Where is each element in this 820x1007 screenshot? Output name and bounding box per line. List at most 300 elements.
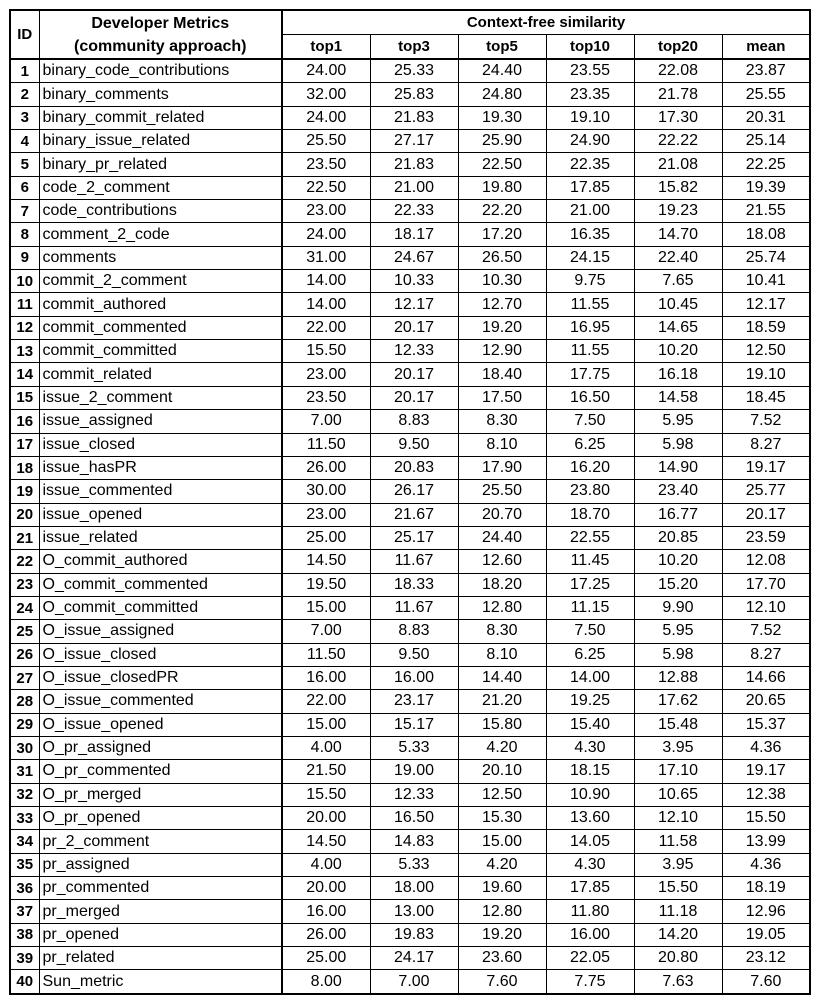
- cell-top3: 20.17: [370, 386, 458, 409]
- table-row: [10, 363, 810, 386]
- row-metric-name: binary_commit_related: [39, 106, 282, 129]
- cell-top5: 22.20: [458, 200, 546, 223]
- cell-top5: 22.50: [458, 153, 546, 176]
- cell-top5: 19.20: [458, 923, 546, 946]
- cell-top10: 22.35: [546, 153, 634, 176]
- cell-top10: 13.60: [546, 807, 634, 830]
- cell-top1: 30.00: [282, 480, 370, 503]
- table-row: [10, 666, 810, 689]
- cell-top5: 8.30: [458, 620, 546, 643]
- cell-top20: 3.95: [634, 853, 722, 876]
- row-metric-name: commit_2_comment: [39, 270, 282, 293]
- row-metric-name: O_issue_assigned: [39, 620, 282, 643]
- cell-top3: 22.33: [370, 200, 458, 223]
- cell-mean: 23.59: [722, 526, 810, 549]
- cell-mean: 19.10: [722, 363, 810, 386]
- row-id: 19: [10, 480, 39, 503]
- cell-top1: 11.50: [282, 643, 370, 666]
- cell-top3: 9.50: [370, 643, 458, 666]
- cell-top3: 11.67: [370, 550, 458, 573]
- row-metric-name: pr_assigned: [39, 853, 282, 876]
- metric-header-line2: (community approach): [74, 37, 247, 55]
- cell-top5: 21.20: [458, 690, 546, 713]
- cell-top5: 19.20: [458, 316, 546, 339]
- cell-top5: 19.60: [458, 877, 546, 900]
- cell-mean: 8.27: [722, 433, 810, 456]
- row-id: 8: [10, 223, 39, 246]
- row-metric-name: binary_code_contributions: [39, 59, 282, 83]
- cell-top1: 14.50: [282, 550, 370, 573]
- row-id: 26: [10, 643, 39, 666]
- cell-top5: 15.80: [458, 713, 546, 736]
- row-id: 35: [10, 853, 39, 876]
- table-header: [10, 10, 810, 59]
- cell-top20: 7.63: [634, 970, 722, 994]
- cell-top3: 16.00: [370, 666, 458, 689]
- row-id: 28: [10, 690, 39, 713]
- row-id: 39: [10, 947, 39, 970]
- cell-top5: 20.10: [458, 760, 546, 783]
- cell-mean: 25.55: [722, 83, 810, 106]
- cell-top3: 24.67: [370, 246, 458, 269]
- table-row: [10, 830, 810, 853]
- row-metric-name: binary_comments: [39, 83, 282, 106]
- cell-top5: 24.40: [458, 526, 546, 549]
- cell-top1: 14.50: [282, 830, 370, 853]
- cell-mean: 20.65: [722, 690, 810, 713]
- table-row: [10, 83, 810, 106]
- row-metric-name: issue_related: [39, 526, 282, 549]
- cell-top1: 32.00: [282, 83, 370, 106]
- cell-top5: 12.60: [458, 550, 546, 573]
- row-id: 18: [10, 456, 39, 479]
- cell-top20: 22.08: [634, 59, 722, 83]
- cell-mean: 15.50: [722, 807, 810, 830]
- cell-top10: 7.50: [546, 620, 634, 643]
- cell-top5: 4.20: [458, 853, 546, 876]
- cell-top1: 23.00: [282, 200, 370, 223]
- cell-top10: 6.25: [546, 433, 634, 456]
- cell-top10: 14.00: [546, 666, 634, 689]
- table-row: [10, 176, 810, 199]
- row-metric-name: O_pr_opened: [39, 807, 282, 830]
- row-id: 34: [10, 830, 39, 853]
- cell-mean: 12.96: [722, 900, 810, 923]
- cell-top3: 19.00: [370, 760, 458, 783]
- cell-top10: 10.90: [546, 783, 634, 806]
- cell-top5: 7.60: [458, 970, 546, 994]
- cell-top1: 25.00: [282, 947, 370, 970]
- cell-top5: 12.80: [458, 900, 546, 923]
- cell-top10: 14.05: [546, 830, 634, 853]
- row-id: 3: [10, 106, 39, 129]
- cell-top1: 23.50: [282, 386, 370, 409]
- cell-top3: 9.50: [370, 433, 458, 456]
- id-column-header: ID: [10, 10, 39, 59]
- cell-top1: 15.00: [282, 713, 370, 736]
- cell-top10: 16.00: [546, 923, 634, 946]
- table-row: [10, 596, 810, 619]
- metrics-table: [9, 9, 811, 995]
- cell-top5: 15.00: [458, 830, 546, 853]
- cell-top1: 4.00: [282, 736, 370, 759]
- cell-top10: 22.05: [546, 947, 634, 970]
- cell-mean: 13.99: [722, 830, 810, 853]
- cell-top3: 12.33: [370, 783, 458, 806]
- cell-top3: 12.33: [370, 340, 458, 363]
- cell-top5: 12.70: [458, 293, 546, 316]
- row-id: 2: [10, 83, 39, 106]
- row-metric-name: O_pr_commented: [39, 760, 282, 783]
- row-metric-name: O_pr_merged: [39, 783, 282, 806]
- row-metric-name: code_contributions: [39, 200, 282, 223]
- cell-top3: 11.67: [370, 596, 458, 619]
- table-row: [10, 153, 810, 176]
- row-metric-name: Sun_metric: [39, 970, 282, 994]
- table-row: [10, 410, 810, 433]
- cell-mean: 10.41: [722, 270, 810, 293]
- cell-top10: 16.35: [546, 223, 634, 246]
- row-metric-name: O_issue_commented: [39, 690, 282, 713]
- row-metric-name: commit_related: [39, 363, 282, 386]
- cell-top10: 24.15: [546, 246, 634, 269]
- cell-top3: 27.17: [370, 130, 458, 153]
- table-row: [10, 970, 810, 994]
- metric-header-line1: Developer Metrics: [91, 14, 230, 32]
- cell-top1: 7.00: [282, 410, 370, 433]
- table-row: [10, 293, 810, 316]
- cell-top1: 23.00: [282, 503, 370, 526]
- cell-top10: 23.35: [546, 83, 634, 106]
- row-metric-name: issue_hasPR: [39, 456, 282, 479]
- cell-top1: 16.00: [282, 900, 370, 923]
- row-id: 17: [10, 433, 39, 456]
- cell-top10: 19.10: [546, 106, 634, 129]
- cell-top1: 15.50: [282, 783, 370, 806]
- cell-top5: 24.80: [458, 83, 546, 106]
- row-id: 11: [10, 293, 39, 316]
- cell-top20: 22.22: [634, 130, 722, 153]
- table-row: [10, 713, 810, 736]
- table-row: [10, 270, 810, 293]
- row-metric-name: code_2_comment: [39, 176, 282, 199]
- row-id: 36: [10, 877, 39, 900]
- table-row: [10, 853, 810, 876]
- cell-top5: 8.10: [458, 433, 546, 456]
- row-id: 21: [10, 526, 39, 549]
- cell-top20: 11.18: [634, 900, 722, 923]
- cell-top10: 7.50: [546, 410, 634, 433]
- cell-top5: 12.80: [458, 596, 546, 619]
- row-id: 14: [10, 363, 39, 386]
- col-header-mean: mean: [722, 35, 810, 60]
- cell-top20: 17.62: [634, 690, 722, 713]
- cell-top3: 21.00: [370, 176, 458, 199]
- cell-top10: 9.75: [546, 270, 634, 293]
- table-row: [10, 783, 810, 806]
- row-id: 40: [10, 970, 39, 994]
- cell-top5: 10.30: [458, 270, 546, 293]
- cell-top20: 15.50: [634, 877, 722, 900]
- cell-mean: 8.27: [722, 643, 810, 666]
- col-header-top10: top10: [546, 35, 634, 60]
- cell-top3: 20.83: [370, 456, 458, 479]
- cell-top5: 8.30: [458, 410, 546, 433]
- cell-mean: 4.36: [722, 853, 810, 876]
- cell-top20: 12.88: [634, 666, 722, 689]
- row-id: 7: [10, 200, 39, 223]
- cell-mean: 18.59: [722, 316, 810, 339]
- row-id: 6: [10, 176, 39, 199]
- row-metric-name: pr_related: [39, 947, 282, 970]
- cell-top1: 15.50: [282, 340, 370, 363]
- cell-top20: 14.65: [634, 316, 722, 339]
- cell-top1: 22.00: [282, 316, 370, 339]
- cell-top20: 14.70: [634, 223, 722, 246]
- cell-top20: 19.23: [634, 200, 722, 223]
- cell-mean: 14.66: [722, 666, 810, 689]
- cell-top20: 10.20: [634, 550, 722, 573]
- cell-top20: 20.85: [634, 526, 722, 549]
- row-id: 30: [10, 736, 39, 759]
- row-metric-name: binary_issue_related: [39, 130, 282, 153]
- col-header-top3: top3: [370, 35, 458, 60]
- table-row: [10, 526, 810, 549]
- cell-top1: 24.00: [282, 106, 370, 129]
- row-id: 32: [10, 783, 39, 806]
- cell-top5: 20.70: [458, 503, 546, 526]
- cell-top10: 11.80: [546, 900, 634, 923]
- table-row: [10, 200, 810, 223]
- cell-mean: 22.25: [722, 153, 810, 176]
- row-id: 27: [10, 666, 39, 689]
- table-row: [10, 246, 810, 269]
- row-metric-name: issue_assigned: [39, 410, 282, 433]
- cell-top3: 14.83: [370, 830, 458, 853]
- cell-top20: 17.30: [634, 106, 722, 129]
- cell-top3: 7.00: [370, 970, 458, 994]
- row-id: 31: [10, 760, 39, 783]
- table-row: [10, 456, 810, 479]
- table-row: [10, 760, 810, 783]
- cell-top5: 19.80: [458, 176, 546, 199]
- cell-top3: 12.17: [370, 293, 458, 316]
- row-metric-name: pr_2_comment: [39, 830, 282, 853]
- cell-top5: 15.30: [458, 807, 546, 830]
- row-metric-name: pr_commented: [39, 877, 282, 900]
- cell-top3: 10.33: [370, 270, 458, 293]
- cell-top20: 21.78: [634, 83, 722, 106]
- table-row: [10, 573, 810, 596]
- cell-top3: 23.17: [370, 690, 458, 713]
- cell-mean: 4.36: [722, 736, 810, 759]
- cell-top10: 24.90: [546, 130, 634, 153]
- row-metric-name: issue_2_comment: [39, 386, 282, 409]
- row-id: 9: [10, 246, 39, 269]
- row-id: 5: [10, 153, 39, 176]
- row-id: 15: [10, 386, 39, 409]
- cell-top3: 18.00: [370, 877, 458, 900]
- row-id: 1: [10, 59, 39, 83]
- cell-mean: 12.17: [722, 293, 810, 316]
- cell-top1: 21.50: [282, 760, 370, 783]
- cell-top5: 19.30: [458, 106, 546, 129]
- cell-top20: 15.82: [634, 176, 722, 199]
- cell-top10: 11.55: [546, 340, 634, 363]
- cell-top1: 19.50: [282, 573, 370, 596]
- cell-top1: 26.00: [282, 923, 370, 946]
- cell-top3: 13.00: [370, 900, 458, 923]
- cell-top20: 22.40: [634, 246, 722, 269]
- table-row: [10, 736, 810, 759]
- cell-top1: 7.00: [282, 620, 370, 643]
- cell-top3: 19.83: [370, 923, 458, 946]
- row-metric-name: O_issue_closed: [39, 643, 282, 666]
- cell-top10: 22.55: [546, 526, 634, 549]
- row-metric-name: pr_opened: [39, 923, 282, 946]
- cell-top3: 18.17: [370, 223, 458, 246]
- cell-top20: 23.40: [634, 480, 722, 503]
- cell-top10: 16.95: [546, 316, 634, 339]
- cell-top5: 14.40: [458, 666, 546, 689]
- cell-top1: 14.00: [282, 270, 370, 293]
- cell-mean: 19.05: [722, 923, 810, 946]
- table-row: [10, 340, 810, 363]
- cell-mean: 20.17: [722, 503, 810, 526]
- cell-top20: 21.08: [634, 153, 722, 176]
- row-metric-name: O_issue_opened: [39, 713, 282, 736]
- row-id: 25: [10, 620, 39, 643]
- cell-top20: 14.58: [634, 386, 722, 409]
- cell-top3: 25.33: [370, 59, 458, 83]
- cell-top5: 26.50: [458, 246, 546, 269]
- cell-top3: 8.83: [370, 620, 458, 643]
- cell-top5: 12.50: [458, 783, 546, 806]
- cell-mean: 25.74: [722, 246, 810, 269]
- row-metric-name: pr_merged: [39, 900, 282, 923]
- cell-top20: 10.45: [634, 293, 722, 316]
- table-row: [10, 643, 810, 666]
- cell-mean: 18.45: [722, 386, 810, 409]
- cell-mean: 19.39: [722, 176, 810, 199]
- table-row: [10, 316, 810, 339]
- cell-top20: 15.48: [634, 713, 722, 736]
- cell-top10: 17.85: [546, 176, 634, 199]
- cell-top1: 26.00: [282, 456, 370, 479]
- table-row: [10, 877, 810, 900]
- cell-top10: 19.25: [546, 690, 634, 713]
- cell-mean: 19.17: [722, 760, 810, 783]
- row-metric-name: commit_authored: [39, 293, 282, 316]
- cell-top20: 16.18: [634, 363, 722, 386]
- cell-top1: 24.00: [282, 59, 370, 83]
- cell-top5: 12.90: [458, 340, 546, 363]
- row-metric-name: issue_closed: [39, 433, 282, 456]
- cell-top20: 5.95: [634, 410, 722, 433]
- cell-top3: 25.83: [370, 83, 458, 106]
- cell-top20: 3.95: [634, 736, 722, 759]
- cell-mean: 7.60: [722, 970, 810, 994]
- cell-top1: 20.00: [282, 877, 370, 900]
- cell-top20: 9.90: [634, 596, 722, 619]
- cell-top5: 17.50: [458, 386, 546, 409]
- cell-top1: 15.00: [282, 596, 370, 619]
- table-row: [10, 807, 810, 830]
- cell-top1: 16.00: [282, 666, 370, 689]
- cell-top1: 20.00: [282, 807, 370, 830]
- row-metric-name: issue_opened: [39, 503, 282, 526]
- cell-top10: 18.15: [546, 760, 634, 783]
- col-header-top5: top5: [458, 35, 546, 60]
- cell-top10: 23.80: [546, 480, 634, 503]
- cell-top1: 25.00: [282, 526, 370, 549]
- cell-mean: 15.37: [722, 713, 810, 736]
- cell-mean: 12.50: [722, 340, 810, 363]
- row-metric-name: issue_commented: [39, 480, 282, 503]
- cell-top5: 24.40: [458, 59, 546, 83]
- cell-top10: 16.20: [546, 456, 634, 479]
- cell-top3: 5.33: [370, 736, 458, 759]
- cell-top1: 25.50: [282, 130, 370, 153]
- row-metric-name: binary_pr_related: [39, 153, 282, 176]
- cell-top3: 24.17: [370, 947, 458, 970]
- row-id: 16: [10, 410, 39, 433]
- table-row: [10, 480, 810, 503]
- cell-top5: 18.20: [458, 573, 546, 596]
- cell-top10: 6.25: [546, 643, 634, 666]
- cell-top3: 21.83: [370, 106, 458, 129]
- cell-top5: 23.60: [458, 947, 546, 970]
- table-row: [10, 106, 810, 129]
- cell-top20: 12.10: [634, 807, 722, 830]
- cell-mean: 25.77: [722, 480, 810, 503]
- table-row: [10, 386, 810, 409]
- cell-top10: 11.15: [546, 596, 634, 619]
- metric-column-header: [39, 10, 282, 59]
- row-metric-name: O_commit_committed: [39, 596, 282, 619]
- table-row: [10, 130, 810, 153]
- cell-top20: 15.20: [634, 573, 722, 596]
- cell-top10: 4.30: [546, 853, 634, 876]
- table-row: [10, 503, 810, 526]
- cell-top1: 4.00: [282, 853, 370, 876]
- cell-top10: 15.40: [546, 713, 634, 736]
- cell-top1: 23.00: [282, 363, 370, 386]
- cell-mean: 23.12: [722, 947, 810, 970]
- cell-top10: 11.55: [546, 293, 634, 316]
- cell-top20: 5.98: [634, 433, 722, 456]
- cell-mean: 7.52: [722, 620, 810, 643]
- cell-top5: 4.20: [458, 736, 546, 759]
- cell-top10: 16.50: [546, 386, 634, 409]
- cell-mean: 23.87: [722, 59, 810, 83]
- row-id: 4: [10, 130, 39, 153]
- row-metric-name: commit_commented: [39, 316, 282, 339]
- table-row: [10, 59, 810, 83]
- row-metric-name: O_pr_assigned: [39, 736, 282, 759]
- cell-top3: 25.17: [370, 526, 458, 549]
- cell-top5: 18.40: [458, 363, 546, 386]
- cell-top10: 4.30: [546, 736, 634, 759]
- table-body: [10, 59, 810, 994]
- table-row: [10, 223, 810, 246]
- col-header-top20: top20: [634, 35, 722, 60]
- cell-top10: 23.55: [546, 59, 634, 83]
- cell-top20: 5.98: [634, 643, 722, 666]
- row-metric-name: comments: [39, 246, 282, 269]
- cell-top1: 24.00: [282, 223, 370, 246]
- cell-top20: 17.10: [634, 760, 722, 783]
